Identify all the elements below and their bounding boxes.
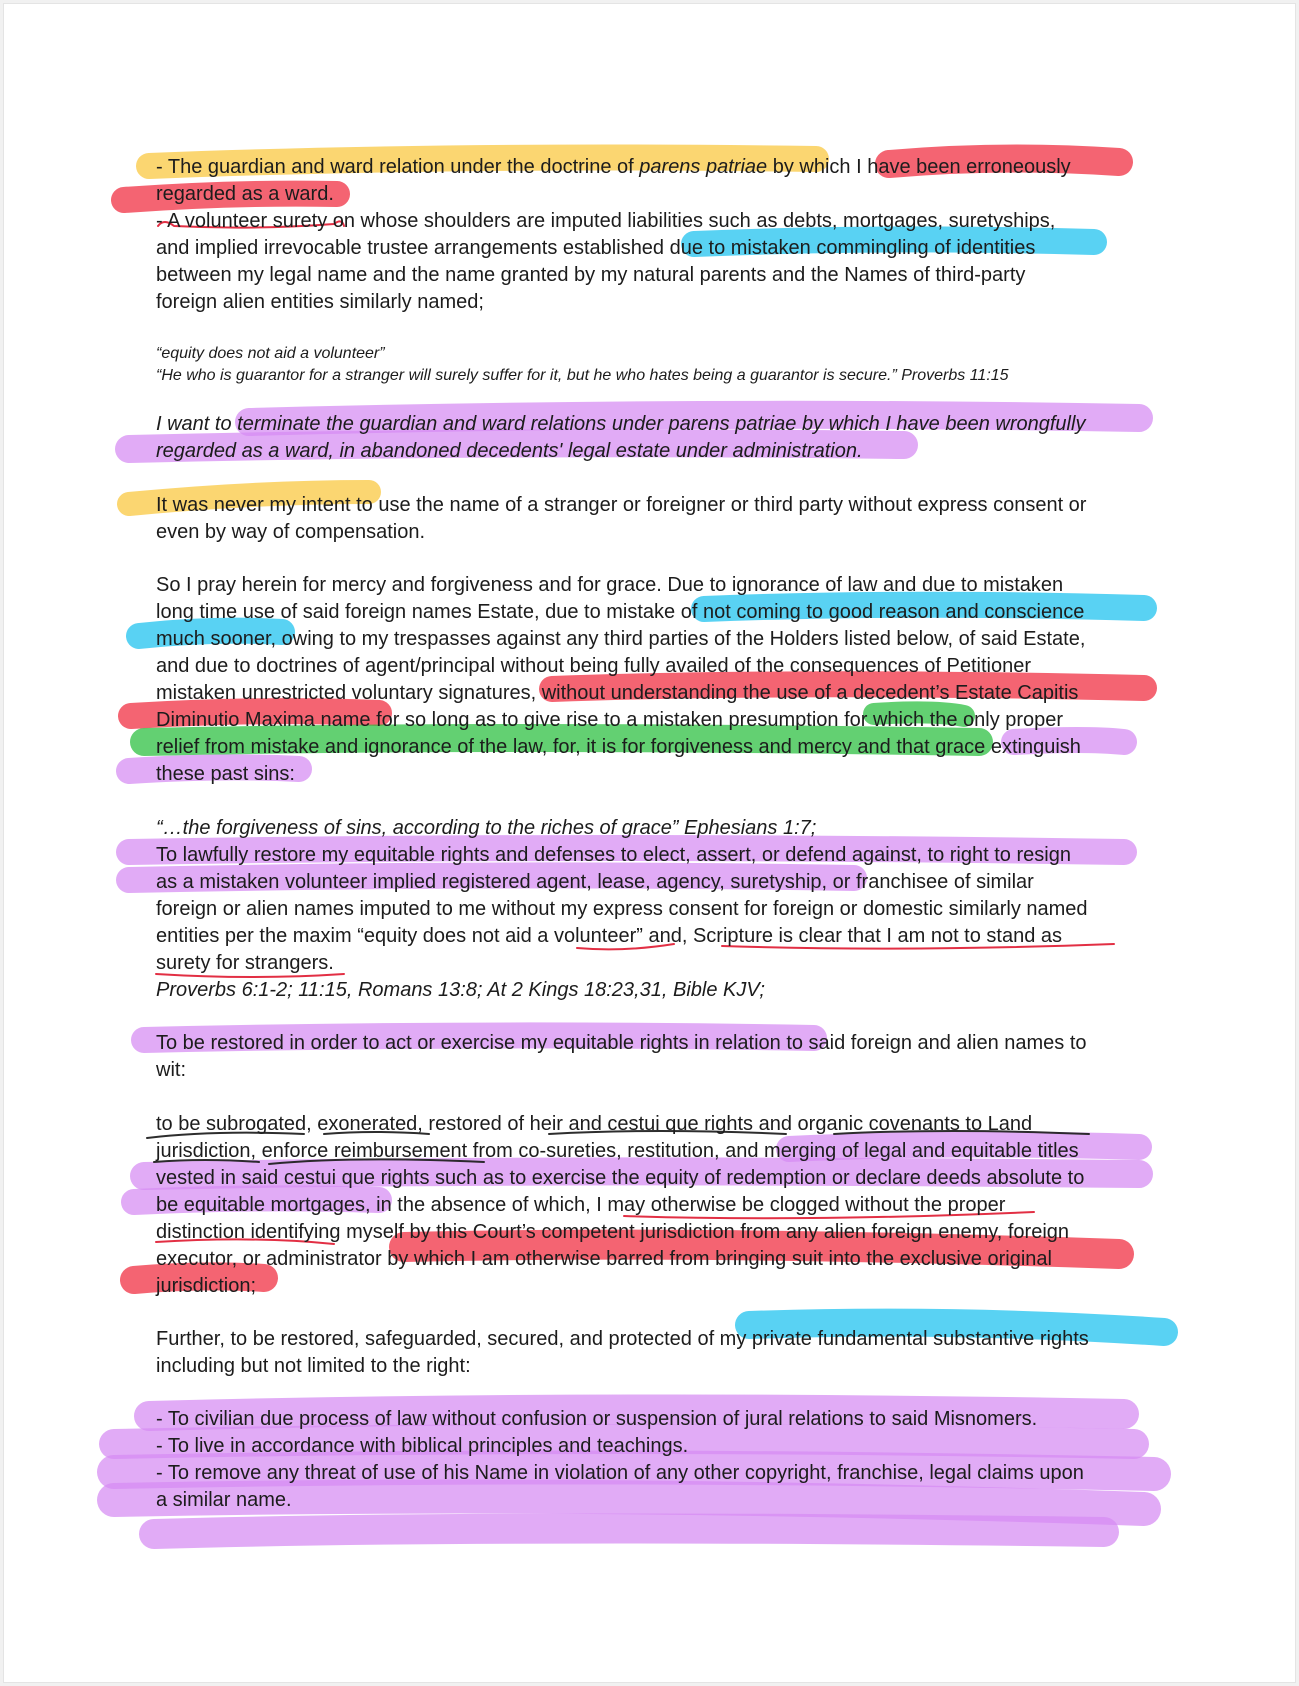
list-item: - To live in accordance with biblical principles and teachings. [156,1435,689,1457]
doc-line: - A volunteer surety on whose shoulders are imputed liabilities such as debts, mortgages, suretyships, [156,210,1056,232]
doc-line: foreign alien entities similarly named; [156,291,484,313]
doc-line: long time use of said foreign names Estate, due to mistake of not coming to good reason and conscience [156,601,1085,623]
doc-line: vested in said cestui que rights such as to exercise the equity of redemption or declare deeds absolute to [156,1167,1085,1189]
doc-line: It was never my intent to use the name of a stranger or foreigner or third party without express consent or [156,494,1087,516]
document-text [4,4,1296,1683]
doc-line: So I pray herein for mercy and forgiveness and for grace. Due to ignorance of law and due to mistaken [156,574,1064,596]
doc-line: relief from mistake and ignorance of the law, for, it is for forgiveness and mercy and that grace extinguish [156,736,1081,758]
doc-line: surety for strangers. [156,952,334,974]
scripture-reference: Proverbs 6:1-2; 11:15, Romans 13:8; At 2 Kings 18:23,31, Bible KJV; [156,979,765,1001]
doc-line: and implied irrevocable trustee arrangements established due to mistaken commingling of identities [156,237,1036,259]
doc-line: regarded as a ward, in abandoned decedents' legal estate under administration. [156,440,863,462]
doc-line: foreign or alien names imputed to me without my express consent for foreign or domestic similarly named [156,898,1088,920]
doc-line: much sooner, owing to my trespasses against any third parties of the Holders listed below, of said Estate, [156,628,1086,650]
scripture-reference: “…the forgiveness of sins, according to the riches of grace” Ephesians 1:7; [156,817,817,839]
doc-line: To be restored in order to act or exercise my equitable rights in relation to said foreign and alien names to [156,1032,1087,1054]
doc-line: executor, or administrator by which I am otherwise barred from bringing suit into the exclusive original [156,1248,1052,1270]
quote-line: “equity does not aid a volunteer” [156,345,385,362]
doc-line: even by way of compensation. [156,521,426,543]
doc-line: distinction identifying myself by this Court’s competent jurisdiction from any alien foreign enemy, foreign [156,1221,1070,1243]
doc-line: mistaken unrestricted voluntary signatures, without understanding the use of a decedent’s Estate Capitis [156,682,1079,704]
doc-line: wit: [156,1059,186,1081]
doc-line: regarded as a ward. [156,183,334,205]
doc-line: and due to doctrines of agent/principal without being fully availed of the consequences of Petitioner [156,655,1032,677]
doc-line: to be subrogated, exonerated, restored of heir and cestui que rights and organic covenants to Land [156,1113,1033,1135]
doc-line: To lawfully restore my equitable rights and defenses to elect, assert, or defend against, to right to resign [156,844,1071,866]
doc-line: be equitable mortgages, in the absence of which, I may otherwise be clogged without the proper [156,1194,1006,1216]
doc-line: jurisdiction, enforce reimbursement from co-sureties, restitution, and merging of legal and equitable titles [156,1140,1079,1162]
doc-line: - The guardian and ward relation under the doctrine of parens patriae by which I have been erroneously [156,156,1071,178]
quote-line: “He who is guarantor for a stranger will surely suffer for it, but he who hates being a guarantor is secure.” Proverbs 11:15 [156,367,1009,384]
doc-line: as a mistaken volunteer implied registered agent, lease, agency, suretyship, or franchisee of similar [156,871,1034,893]
doc-line: Diminutio Maxima name for so long as to give rise to a mistaken presumption for which the only proper [156,709,1064,731]
doc-line: these past sins: [156,763,295,785]
doc-line: Further, to be restored, safeguarded, secured, and protected of my private fundamental substantive rights [156,1328,1089,1350]
list-item: a similar name. [156,1489,292,1511]
doc-line: including but not limited to the right: [156,1355,471,1377]
list-item: - To remove any threat of use of his Name in violation of any other copyright, franchise, legal claims upon [156,1462,1084,1484]
list-item: - To civilian due process of law without confusion or suspension of jural relations to said Misnomers. [156,1408,1038,1430]
doc-line: entities per the maxim “equity does not aid a volunteer” and, Scripture is clear that I am not to stand as [156,925,1063,947]
doc-line: jurisdiction; [156,1275,257,1297]
document-page [3,3,1296,1683]
doc-line: I want to terminate the guardian and ward relations under parens patriae by which I have been wrongfully [156,413,1086,435]
doc-line: between my legal name and the name granted by my natural parents and the Names of third-party [156,264,1026,286]
